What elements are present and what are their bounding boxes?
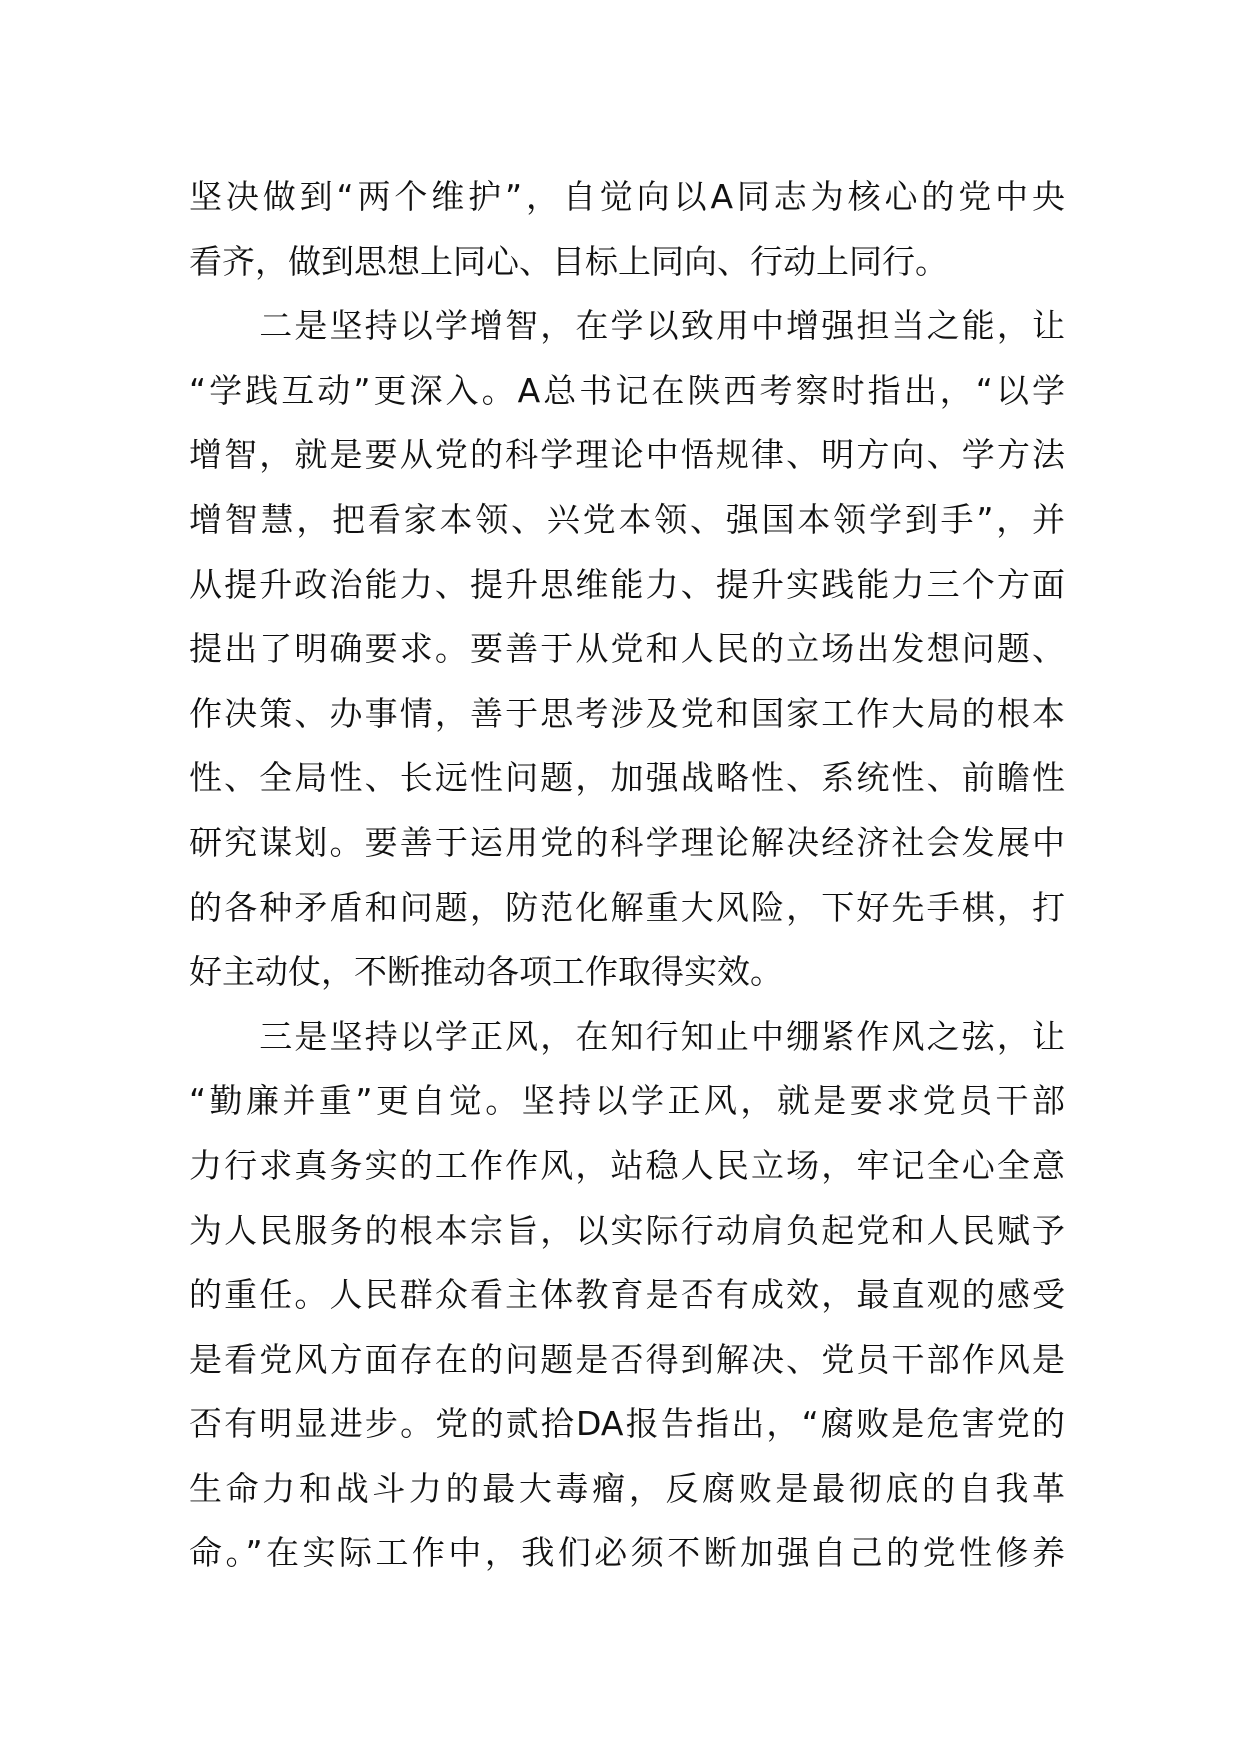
text-line: 力行求真务实的工作作风，站稳人民立场，牢记全心全意 <box>189 1145 1065 1185</box>
text-line: “勤廉并重”更自觉。坚持以学正风，就是要求党员干部 <box>189 1081 1065 1121</box>
document-body <box>189 165 1065 1586</box>
text-line: 是看党风方面存在的问题是否得到解决、党员干部作风是 <box>189 1339 1065 1379</box>
text-line: 增智慧，把看家本领、兴党本领、强国本领学到手”，并 <box>189 499 1065 539</box>
text-line: 从提升政治能力、提升思维能力、提升实践能力三个方面 <box>189 564 1065 604</box>
text-line: 二是坚持以学增智，在学以致用中增强担当之能，让 <box>189 306 1065 346</box>
text-line: 坚决做到“两个维护”，自觉向以A同志为核心的党中央 <box>189 177 1065 216</box>
text-line: 提出了明确要求。要善于从党和人民的立场出发想问题、 <box>189 629 1065 669</box>
text-line: 三是坚持以学正风，在知行知止中绷紧作风之弦，让 <box>189 1016 1065 1056</box>
text-line: 增智，就是要从党的科学理论中悟规律、明方向、学方法 <box>189 435 1065 475</box>
text-line: 为人民服务的根本宗旨，以实际行动肩负起党和人民赋予 <box>189 1210 1065 1250</box>
text-line: 的重任。人民群众看主体教育是否有成效，最直观的感受 <box>189 1275 1065 1315</box>
text-line: 看齐，做到思想上同心、目标上同向、行动上同行。 <box>189 241 948 281</box>
text-line: 作决策、办事情，善于思考涉及党和国家工作大局的根本 <box>189 693 1065 733</box>
text-line: 生命力和战斗力的最大毒瘤，反腐败是最彻底的自我革 <box>189 1468 1065 1508</box>
text-line: 的各种矛盾和问题，防范化解重大风险，下好先手棋，打 <box>189 887 1065 927</box>
text-line: “学践互动”更深入。A总书记在陕西考察时指出，“以学 <box>189 370 1065 410</box>
text-line: 好主动仗，不断推动各项工作取得实效。 <box>189 952 783 992</box>
text-line: 否有明显进步。党的贰拾DA报告指出，“腐败是危害党的 <box>189 1404 1065 1444</box>
text-line: 命。”在实际工作中，我们必须不断加强自己的党性修养 <box>189 1533 1065 1573</box>
text-line: 性、全局性、长远性问题，加强战略性、系统性、前瞻性 <box>189 758 1065 798</box>
text-line: 研究谋划。要善于运用党的科学理论解决经济社会发展中 <box>189 822 1065 862</box>
